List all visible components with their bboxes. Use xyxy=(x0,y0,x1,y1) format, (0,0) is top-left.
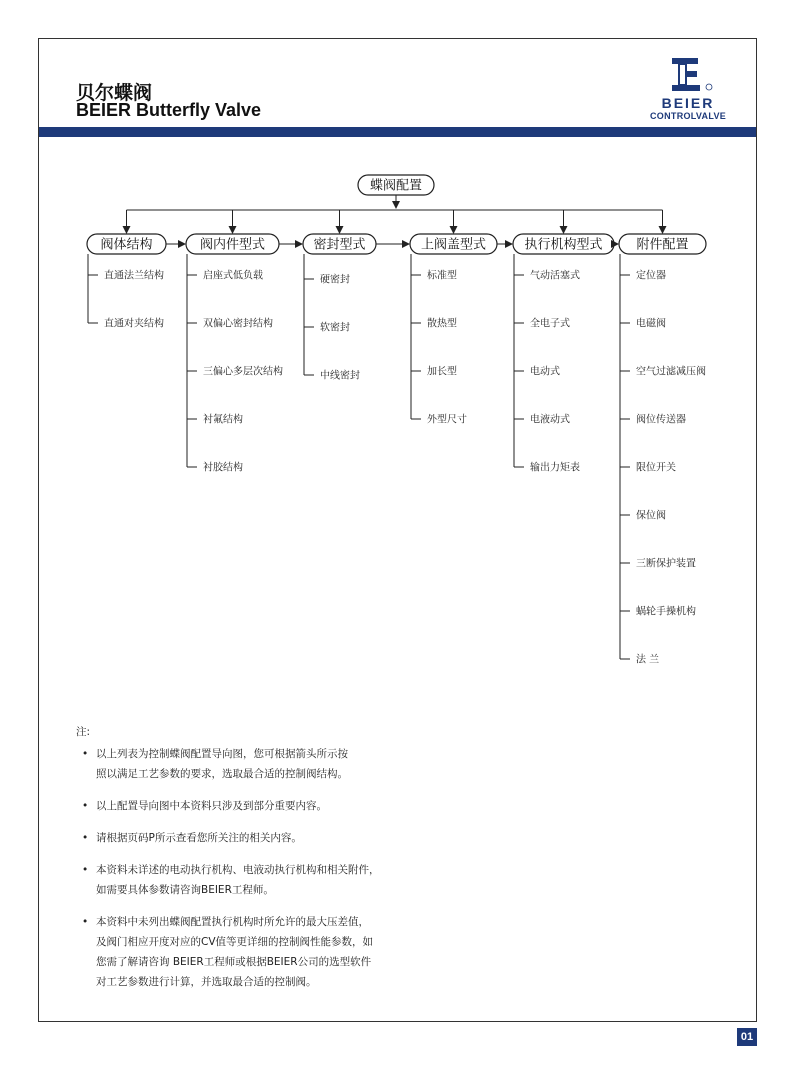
note-item xyxy=(76,744,496,784)
bullet-icon: • xyxy=(82,916,89,928)
item-label: 气动活塞式 xyxy=(530,270,580,282)
note-item xyxy=(76,912,496,992)
page-number: 01 xyxy=(737,1028,757,1046)
bullet-icon: • xyxy=(82,864,89,876)
item-label: 直通对夹结构 xyxy=(104,318,164,330)
note-line: 本资料中未列出蝶阀配置执行机构时所允许的最大压差值， xyxy=(96,916,369,928)
item-label: 保位阀 xyxy=(636,510,666,522)
note-line: 您需了解请咨询 BEIER工程师或根据BEIER公司的选型软件 xyxy=(96,956,372,968)
item-label: 衬氟结构 xyxy=(203,414,243,426)
item-label: 电液动式 xyxy=(530,414,570,426)
item-label: 中线密封 xyxy=(320,370,360,382)
note-item xyxy=(76,828,496,848)
note-line: 请根据页码P所示查看您所关注的相关内容。 xyxy=(96,832,302,844)
note-line: 以上配置导向图中本资料只涉及到部分重要内容。 xyxy=(96,800,327,812)
notes-heading: 注: xyxy=(76,726,91,738)
item-label: 输出力矩表 xyxy=(530,462,580,474)
item-label: 外型尺寸 xyxy=(427,414,467,426)
item-label: 直通法兰结构 xyxy=(104,270,164,282)
item-label: 空气过滤减压阀 xyxy=(636,366,706,378)
item-label: 三断保护装置 xyxy=(636,558,696,570)
item-label: 启座式低负载 xyxy=(203,270,263,282)
category-label: 上阀盖型式 xyxy=(420,237,487,253)
item-label: 三偏心多层次结构 xyxy=(203,366,283,378)
page-title-en: BEIER Butterfly Valve xyxy=(76,100,262,120)
item-label: 电磁阀 xyxy=(636,318,666,330)
logo-wordmark: BEIER xyxy=(661,95,715,111)
page-title-cn: 贝尔蝶阀 xyxy=(76,82,153,104)
note-line: 以上列表为控制蝶阀配置导向图，您可根据箭头所示按 xyxy=(96,748,348,760)
item-label: 双偏心密封结构 xyxy=(203,318,273,330)
root-node-label: 蝶阀配置 xyxy=(369,178,423,194)
item-label: 限位开关 xyxy=(636,462,676,474)
bullet-icon: • xyxy=(82,800,89,812)
note-line: 对工艺参数进行计算，并选取最合适的控制阀。 xyxy=(96,976,317,988)
notes-section xyxy=(76,722,496,1004)
item-label: 全电子式 xyxy=(530,318,570,330)
item-label: 软密封 xyxy=(320,322,350,334)
item-label: 衬胶结构 xyxy=(203,462,243,474)
note-line: 及阀门相应开度对应的CV值等更详细的控制阀性能参数，如 xyxy=(96,936,374,948)
item-label: 蜗轮手操机构 xyxy=(636,606,696,618)
note-item xyxy=(76,796,496,816)
item-label: 电动式 xyxy=(530,366,560,378)
category-label: 阀内件型式 xyxy=(199,237,266,253)
logo-subtitle: CONTROLVALVE xyxy=(650,111,727,121)
item-label: 标准型 xyxy=(427,270,457,282)
item-label: 阀位传送器 xyxy=(636,414,686,426)
item-label: 法 兰 xyxy=(636,654,660,666)
item-label: 散热型 xyxy=(427,318,457,330)
category-label: 阀体结构 xyxy=(100,237,153,253)
category-label: 执行机构型式 xyxy=(524,237,603,253)
note-line: 本资料未详述的电动执行机构、电液动执行机构和相关附件， xyxy=(96,864,380,876)
category-label: 密封型式 xyxy=(313,237,366,253)
bullet-icon: • xyxy=(82,748,89,760)
note-item xyxy=(76,860,496,900)
item-label: 定位器 xyxy=(636,270,666,282)
category-label: 附件配置 xyxy=(636,237,689,253)
note-line: 照以满足工艺参数的要求，选取最合适的控制阀结构。 xyxy=(96,768,348,780)
item-label: 加长型 xyxy=(427,366,457,378)
item-label: 硬密封 xyxy=(320,274,350,286)
note-line: 如需要具体参数请咨询BEIER工程师。 xyxy=(96,884,274,896)
bullet-icon: • xyxy=(82,832,89,844)
